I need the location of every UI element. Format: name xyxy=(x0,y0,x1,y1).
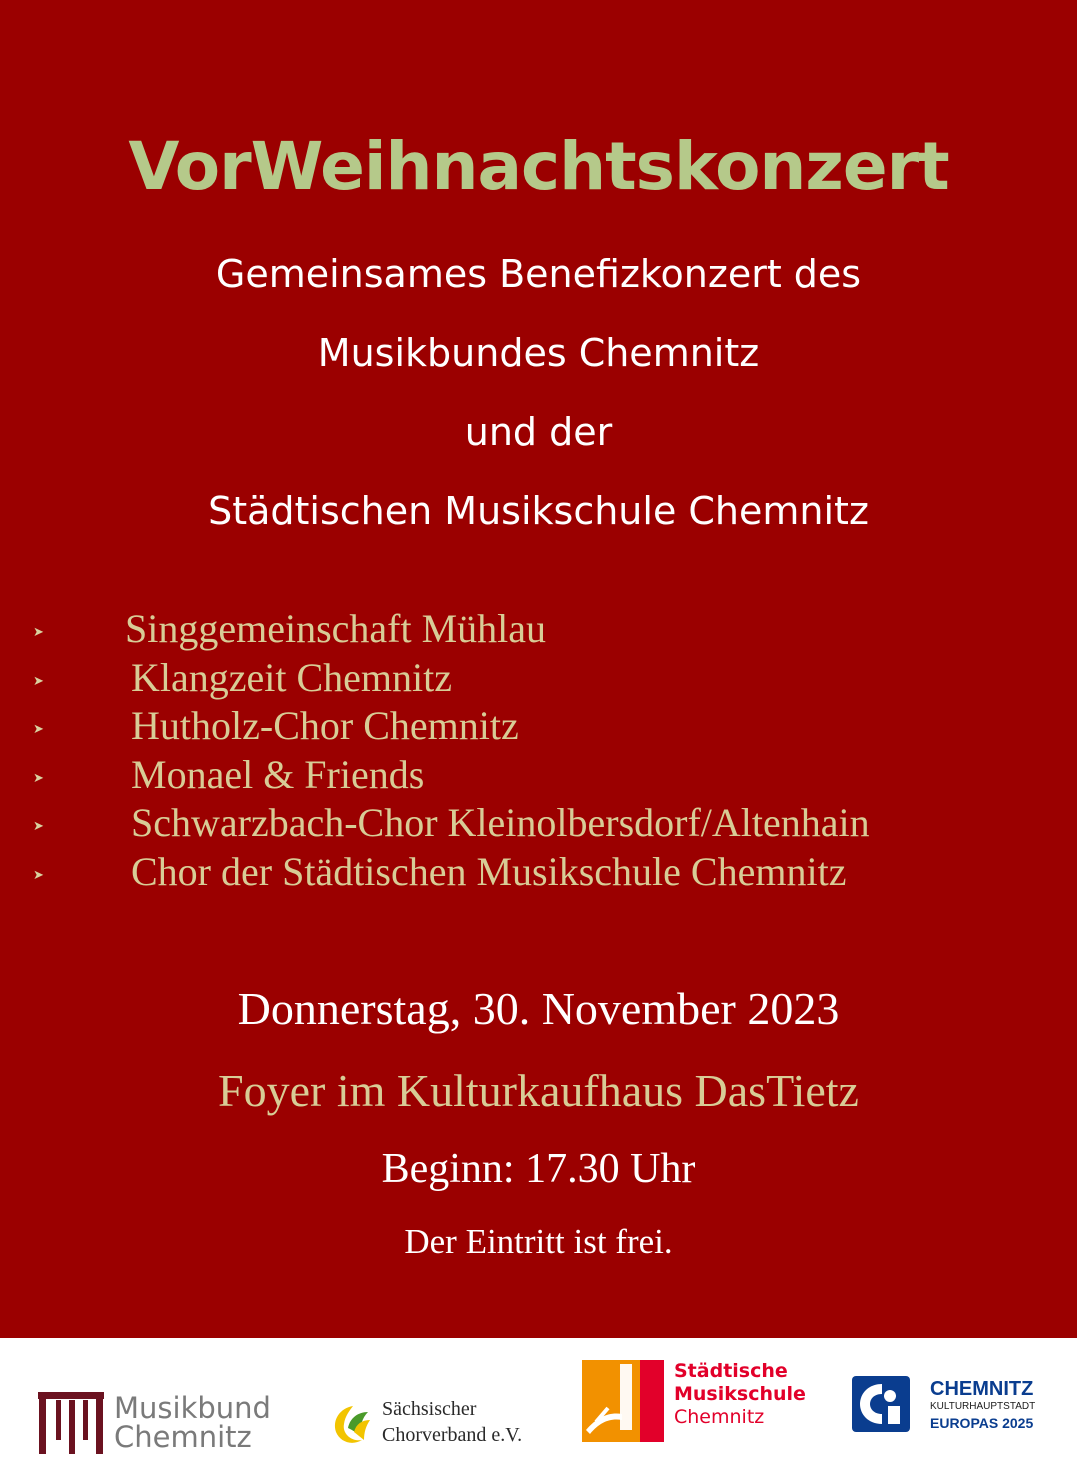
chemnitz-c-mark-icon xyxy=(852,1376,910,1432)
list-item xyxy=(0,654,1077,703)
musikschule-line-1: Städtische xyxy=(674,1360,788,1382)
kulturhauptstadt-line-3: EUROPAS 2025 xyxy=(930,1415,1034,1431)
ensemble-name: Singgemeinschaft Mühlau xyxy=(125,606,547,651)
chorverband-logo xyxy=(330,1396,540,1456)
list-item xyxy=(0,799,1077,848)
arrow-bullet-icon: ➤ xyxy=(33,673,44,689)
ensemble-name: Schwarzbach-Chor Kleinolbersdorf/Altenhain xyxy=(131,800,870,846)
subtitle-line-2: Musikbundes Chemnitz xyxy=(317,331,760,375)
musikschule-logo xyxy=(582,1360,812,1444)
musikbund-logo xyxy=(38,1390,298,1458)
list-item xyxy=(0,605,1077,654)
sponsor-footer xyxy=(0,1338,1077,1475)
subtitle-line-3: und der xyxy=(464,410,613,454)
ensemble-list xyxy=(0,605,1077,897)
musikbund-line-2: Chemnitz xyxy=(114,1420,252,1454)
event-start-time: Beginn: 17.30 Uhr xyxy=(381,1146,696,1192)
ensemble-name: Klangzeit Chemnitz xyxy=(131,654,453,700)
arrow-bullet-icon: ➤ xyxy=(33,770,44,786)
kulturhauptstadt-name xyxy=(930,1378,1035,1432)
arrow-bullet-icon: ➤ xyxy=(33,819,44,835)
poster-title: VorWeihnachtskonzert xyxy=(128,128,949,205)
kulturhauptstadt-line-2: KULTURHAUPTSTADT xyxy=(930,1401,1036,1412)
musikbund-line-1: Musikbund xyxy=(114,1391,271,1425)
list-item xyxy=(0,751,1077,800)
list-item xyxy=(0,702,1077,751)
chorverband-line-2: Chorverband e.V. xyxy=(382,1424,523,1446)
kulturhauptstadt-logo xyxy=(852,1376,1062,1436)
ensemble-name: Monael & Friends xyxy=(131,751,425,797)
musikbund-mark-icon xyxy=(38,1390,104,1456)
arrow-bullet-icon: ➤ xyxy=(33,867,44,883)
subtitle-line-4: Städtischen Musikschule Chemnitz xyxy=(208,489,869,533)
chorverband-mark-icon xyxy=(330,1402,376,1448)
arrow-bullet-icon: ➤ xyxy=(33,722,44,738)
arrow-bullet-icon: ➤ xyxy=(33,625,44,640)
list-item xyxy=(0,848,1077,897)
chorverband-name xyxy=(382,1396,522,1448)
musikschule-line-3: Chemnitz xyxy=(674,1406,765,1428)
ensemble-name: Chor der Städtischen Musikschule Chemnitz xyxy=(131,848,847,894)
chorverband-line-1: Sächsischer xyxy=(382,1398,477,1420)
kulturhauptstadt-line-1: CHEMNITZ xyxy=(930,1378,1034,1400)
musikschule-name xyxy=(674,1360,806,1429)
musikschule-line-2: Musikschule xyxy=(674,1383,806,1405)
ensemble-name: Hutholz-Chor Chemnitz xyxy=(131,703,519,749)
subtitle-line-1: Gemeinsames Benefizkonzert des xyxy=(215,252,862,296)
admission-note: Der Eintritt ist frei. xyxy=(404,1222,673,1261)
musikschule-mark-icon xyxy=(582,1360,664,1442)
musikbund-name xyxy=(114,1391,271,1454)
event-date: Donnerstag, 30. November 2023 xyxy=(237,983,840,1034)
event-venue: Foyer im Kulturkaufhaus DasTietz xyxy=(218,1065,859,1116)
